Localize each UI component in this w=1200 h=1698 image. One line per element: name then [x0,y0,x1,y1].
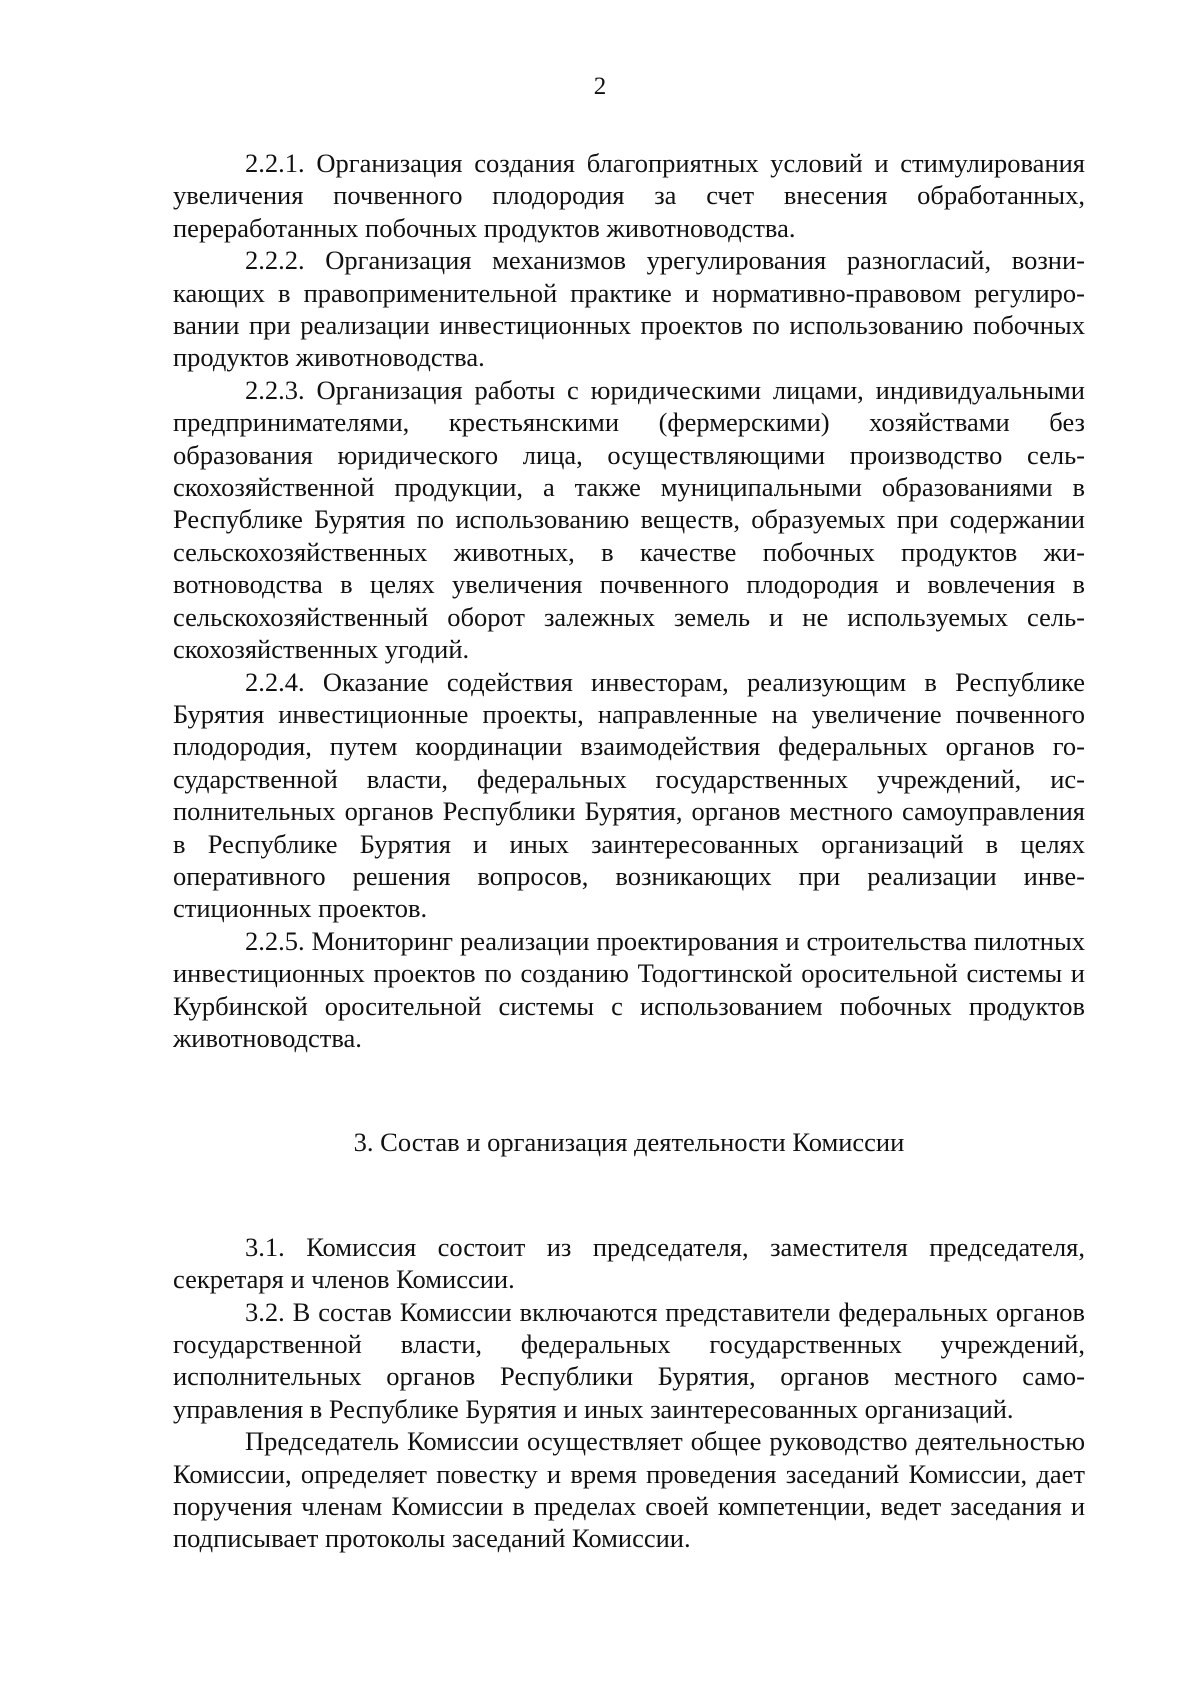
paragraph-2-2-2: 2.2.2. Организация механизмов урегулирования разногласий, возникающих в правоприменительной практике и нормативно-правовом регулиро-вании при реализации инвестиционных проектов по использованию побочных продуктов животноводства. [173,245,1085,373]
page-number: 2 [593,73,607,100]
paragraph-chairman: Председатель Комиссии осуществляет общее руководство деятельностью Комиссии, определяет повестку и время проведения заседаний Комиссии, дает поручения членам Комиссии в пределах своей компетенции, ведет заседания и подписывает протоколы заседаний Комиссии. [173,1426,1085,1554]
section-heading: 3. Состав и организация деятельности Комиссии [353,1127,905,1158]
paragraph-2-2-5: 2.2.5. Мониторинг реализации проектирования и строительства пилотных инвестиционных проектов по созданию Тодогтинской оросительной системы и Курбинской оросительной системы с использованием побочных продуктов животноводства. [173,925,1085,1053]
document-body [173,147,1085,1555]
paragraph-3-2: 3.2. В состав Комиссии включаются представители федеральных органов государственной власти, федеральных государственных учреждений, исполнительных органов Республики Бурятия, органов местного самоуправления в Республике Бурятия и иных заинтересованных организаций. [173,1296,1085,1424]
paragraph-2-2-3: 2.2.3. Организация работы с юридическими лицами, индивидуальными предпринимателями, крестьянскими (фермерскими) хозяйствами без образования юридического лица, осуществляющими производство сельскохозяйственной продукции, а также муниципальными образованиями в Республике Бурятия по использованию веществ, образуемых при содержании сельскохозяйственных животных, в качестве побочных продуктов животноводства в целях увеличения почвенного плодородия и вовлечения в сельскохозяйственный оборот залежных земель и не используемых сельскохозяйственных угодий. [173,374,1085,665]
paragraph-2-2-1: 2.2.1. Организация создания благоприятных условий и стимулирования увеличения почвенного плодородия за счет внесения обработанных, переработанных побочных продуктов животноводства. [173,148,1085,243]
paragraph-3-1: 3.1. Комиссия состоит из председателя, заместителя председателя, секретаря и членов Комиссии. [173,1231,1085,1295]
paragraph-2-2-4: 2.2.4. Оказание содействия инвесторам, реализующим в Республике Бурятия инвестиционные проекты, направленные на увеличение почвенного плодородия, путем координации взаимодействия федеральных органов го-сударственной власти, федеральных государственных учреждений, исполнительных органов Республики Бурятия, органов местного самоуправления в Республике Бурятия и иных заинтересованных организаций в целях оперативного решения вопросов, возникающих при реализации инвестиционных проектов. [173,666,1085,924]
